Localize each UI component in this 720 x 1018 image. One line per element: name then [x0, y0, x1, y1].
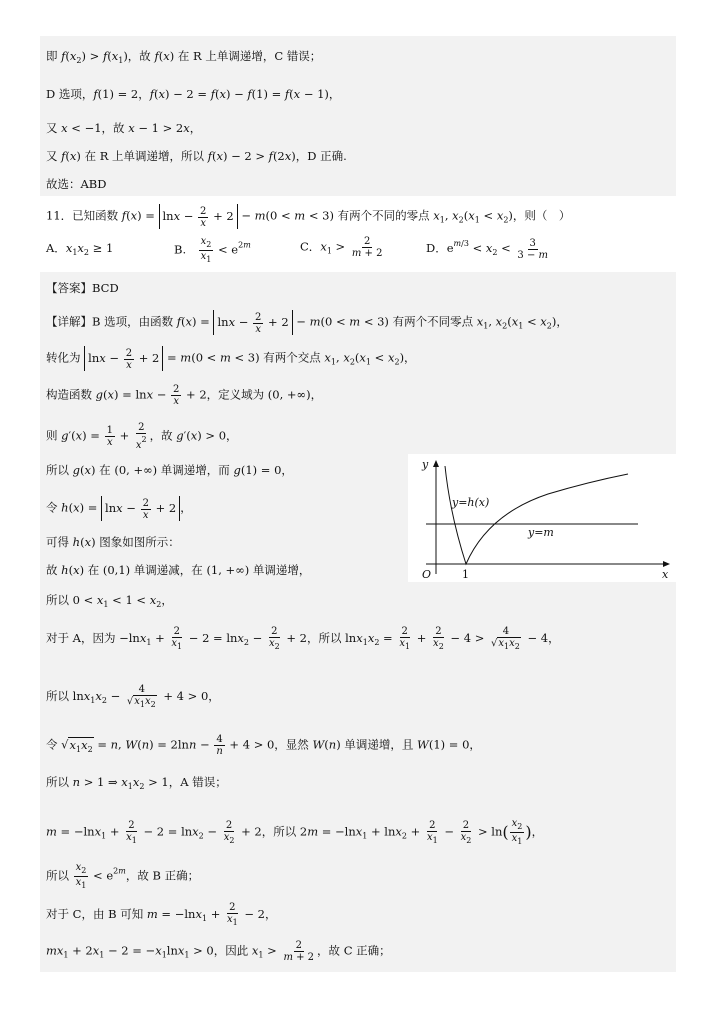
- detail-2: 转化为 lnx − $\frac{2}{x}$ + 2 = m(0 < m < 3) 有两个交点 $x_1$, $x_2(x_1 < x_2)$，: [46, 347, 416, 371]
- graph-panel: [408, 454, 676, 582]
- line-c-conclusion: 即 $f(x_2) > f(x_1)$，故 f(x) 在 R 上单调递增，C 错误；: [46, 49, 322, 65]
- line-x-condition: 又 x < −1，故 x − 1 > 2x，: [46, 121, 202, 135]
- line-d-conclusion: 又 f(x) 在 R 上单调递增，所以 f(x) − 2 > f(2x)，D 正确.: [46, 149, 347, 163]
- curve-h: [445, 466, 628, 564]
- detail-15: 所以 $\frac{x_2}{x_1}$ < $e^{2m}$，故 B 正确；: [46, 862, 200, 890]
- detail-10: 对于 A，因为 −lnx$_1$ + $\frac{2}{x_1}$ − 2 = lnx$_2$ − $\frac{2}{x_2}$ + 2，所以 $\ln x_1x_2$ = $\frac{2}{x_1}$ + $\frac{2}{x_2}$ − 4 > $\frac{4}{√x_1x_2}$ − 4，: [46, 626, 560, 651]
- option-a[interactable]: A．$x_1x_2 \ge 1$: [46, 241, 114, 257]
- line-d-option: D 选项，f(1) = 2，f(x) − 2 = f(x) − f(1) = f(x − 1)，: [46, 87, 341, 101]
- origin-label: O: [422, 568, 432, 581]
- y-axis-label: y: [422, 458, 429, 471]
- detail-14: m = −lnx$_1$ + $\frac{2}{x_1}$ − 2 = lnx$_2$ − $\frac{2}{x_2}$ + 2，所以 2m = −lnx$_1$ + lnx$_2$ + $\frac{2}{x_1}$ − $\frac{2}{x_2}$ > ln( $\frac{x_2}{x_1}$ )，: [46, 818, 544, 846]
- detail-5: 所以 g(x) 在 (0, +∞) 单调递增，而 g(1) = 0，: [46, 463, 293, 477]
- detail-9: 所以 $0 < x_1 < 1 < x_2$，: [46, 593, 173, 609]
- detail-11: 所以 $\ln x_1x_2$ − $\frac{4}{√x_1x_2}$ + 4 > 0，: [46, 684, 220, 709]
- document-page: [40, 36, 676, 972]
- tick-1-label: 1: [462, 568, 469, 581]
- detail-3: 构造函数 g(x) = lnx − $\frac{2}{x}$ + 2，定义域为 (0, +∞)，: [46, 384, 323, 407]
- detail-7: 可得 h(x) 图象如图所示：: [46, 535, 180, 549]
- option-d[interactable]: D．$e^{m/3} < x_2$ < $\frac{3}{3 - m}$: [426, 237, 549, 261]
- detail-8: 故 h(x) 在 (0,1) 单调递减，在 (1, +∞) 单调递增，: [46, 563, 311, 577]
- detail-13: 所以 n > 1 ⇒ $x_1x_2 > 1$，A 错误；: [46, 775, 227, 791]
- y-axis-arrow: [433, 460, 439, 467]
- answer: 【答案】BCD: [46, 281, 119, 295]
- detail-4: 则 g′(x) = $\frac{1}{x}$ + $\frac{2}{x^2}$ ，故 g′(x) > 0，: [46, 422, 238, 451]
- detail-17: $mx_1 + 2x_1 - 2 = -x_1\ln x_1 > 0$，因此 $x_1$ > $\frac{2}{m + 2}$ ，故 C 正确；: [46, 940, 391, 963]
- detail-1: 【详解】B 选项，由函数 f(x) = lnx − $\frac{2}{x}$ + 2 − m(0 < m < 3) 有两个不同零点 $x_1$, $x_2(x_1 < x_2)$，: [46, 311, 568, 335]
- question-11: 11．已知函数 f(x) = lnx − $\frac{2}{x}$ + 2 − m(0 < m < 3) 有两个不同的零点 $x_1$, $x_2(x_1 < x_2)$，则（ ）: [46, 205, 571, 229]
- line-m-label: y=m: [528, 526, 554, 539]
- option-b[interactable]: B. $\frac{x_2}{x_1}$ < $e^{2m}$: [174, 236, 251, 264]
- h-graph: [408, 454, 676, 582]
- option-c[interactable]: C．$x_1$ > $\frac{2}{m + 2}$: [300, 236, 383, 259]
- detail-6: 令 h(x) = lnx − $\frac{2}{x}$ + 2 ，: [46, 497, 192, 521]
- detail-12: 令 $√x_1x_2 = n$, W(n) = 2lnn − $\frac{4}{n}$ + 4 > 0，显然 W(n) 单调递增，且 W(1) = 0，: [46, 734, 481, 757]
- x-axis-arrow: [663, 561, 670, 567]
- x-axis-label: x: [662, 568, 669, 581]
- detail-16: 对于 C，由 B 可知 m = −lnx$_1$ + $\frac{2}{x_1}$ − 2，: [46, 902, 277, 927]
- curve-label: y=h(x): [452, 496, 490, 509]
- line-choose: 故选：ABD: [46, 177, 107, 191]
- question-11-options: [46, 236, 666, 270]
